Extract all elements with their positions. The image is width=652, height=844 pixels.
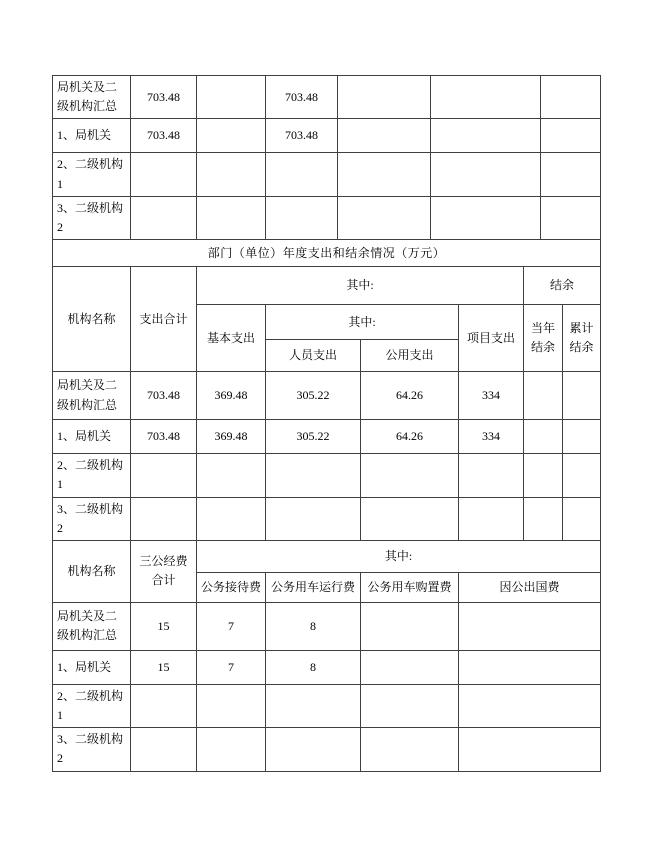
total-cell: 703.48	[131, 420, 197, 454]
basic-cell: 369.48	[197, 420, 266, 454]
project-cell	[459, 497, 524, 540]
value-cell	[197, 76, 266, 119]
total-cell	[131, 728, 197, 771]
section-title-row	[53, 240, 601, 267]
header-three-public-total: 三公经费合计	[131, 540, 197, 602]
header-total-expenditure: 支出合计	[131, 267, 197, 372]
table-row-bureau	[53, 119, 601, 153]
org-name-cell: 2、二级机构1	[53, 153, 131, 196]
basic-cell	[197, 497, 266, 540]
reception-cell: 7	[197, 650, 266, 684]
value-cell	[541, 196, 601, 239]
reception-cell	[197, 728, 266, 771]
vehicle-operation-cell: 8	[266, 650, 361, 684]
header-org-name: 机构名称	[53, 540, 131, 602]
total-cell	[131, 497, 197, 540]
value-cell	[338, 119, 431, 153]
overseas-cell	[459, 602, 601, 650]
value-cell	[197, 119, 266, 153]
value-cell	[131, 196, 197, 239]
value-cell	[197, 196, 266, 239]
org-name-cell: 3、二级机构2	[53, 196, 131, 239]
header-project-expenditure: 项目支出	[459, 305, 524, 372]
total-cell	[131, 454, 197, 497]
value-cell	[431, 76, 541, 119]
header-row-1	[53, 540, 601, 572]
value-cell	[338, 153, 431, 196]
org-name-cell: 1、局机关	[53, 420, 131, 454]
current-balance-cell	[524, 454, 563, 497]
header-cumulative-balance: 累计结余	[563, 305, 601, 372]
personnel-cell: 305.22	[266, 372, 361, 420]
three-public-expenses-table	[52, 540, 601, 772]
header-public-expenditure: 公用支出	[361, 340, 459, 372]
org-name-cell: 3、二级机构2	[53, 497, 131, 540]
header-basic-expenditure: 基本支出	[197, 305, 266, 372]
header-among: 其中:	[197, 540, 601, 572]
vehicle-purchase-cell	[361, 650, 459, 684]
overseas-cell	[459, 684, 601, 727]
org-name-cell: 局机关及二级机构汇总	[53, 76, 131, 119]
value-cell	[266, 196, 338, 239]
header-vehicle-operation-fee: 公务用车运行费	[266, 572, 361, 602]
table-row-sub2	[53, 196, 601, 239]
table-row-sub1	[53, 153, 601, 196]
header-vehicle-purchase-fee: 公务用车购置费	[361, 572, 459, 602]
org-name-cell: 局机关及二级机构汇总	[53, 602, 131, 650]
value-cell: 703.48	[131, 119, 197, 153]
value-cell	[431, 119, 541, 153]
value-cell	[197, 153, 266, 196]
vehicle-purchase-cell	[361, 728, 459, 771]
value-cell	[541, 153, 601, 196]
expenditure-table	[52, 266, 601, 541]
org-name-cell: 1、局机关	[53, 119, 131, 153]
header-among-2: 其中:	[266, 305, 459, 340]
project-cell: 334	[459, 372, 524, 420]
header-org-name: 机构名称	[53, 267, 131, 372]
overseas-cell	[459, 650, 601, 684]
header-overseas-fee: 因公出国费	[459, 572, 601, 602]
basic-cell	[197, 454, 266, 497]
vehicle-operation-cell	[266, 728, 361, 771]
value-cell	[338, 76, 431, 119]
table-row-summary	[53, 372, 601, 420]
vehicle-purchase-cell	[361, 602, 459, 650]
table-row-sub2	[53, 728, 601, 771]
public-cell	[361, 497, 459, 540]
value-cell	[431, 153, 541, 196]
value-cell	[131, 153, 197, 196]
total-cell: 703.48	[131, 372, 197, 420]
value-cell: 703.48	[266, 76, 338, 119]
header-among-1: 其中:	[197, 267, 524, 305]
vehicle-operation-cell	[266, 684, 361, 727]
header-personnel-expenditure: 人员支出	[266, 340, 361, 372]
top-table-continuation	[52, 75, 601, 240]
table-row-sub1	[53, 684, 601, 727]
personnel-cell	[266, 497, 361, 540]
basic-cell: 369.48	[197, 372, 266, 420]
org-name-cell: 局机关及二级机构汇总	[53, 372, 131, 420]
total-cell: 15	[131, 650, 197, 684]
table-row-sub2	[53, 497, 601, 540]
value-cell	[266, 153, 338, 196]
overseas-cell	[459, 728, 601, 771]
table-row-summary	[53, 76, 601, 119]
value-cell	[541, 119, 601, 153]
cumulative-balance-cell	[563, 372, 601, 420]
value-cell	[541, 76, 601, 119]
header-current-balance: 当年结余	[524, 305, 563, 372]
section-title-table	[52, 239, 601, 267]
public-cell: 64.26	[361, 420, 459, 454]
vehicle-operation-cell: 8	[266, 602, 361, 650]
table-row-bureau	[53, 650, 601, 684]
personnel-cell	[266, 454, 361, 497]
value-cell	[431, 196, 541, 239]
current-balance-cell	[524, 372, 563, 420]
cumulative-balance-cell	[563, 454, 601, 497]
cumulative-balance-cell	[563, 420, 601, 454]
table-row-bureau	[53, 420, 601, 454]
table-row-summary	[53, 602, 601, 650]
reception-cell	[197, 684, 266, 727]
section-title: 部门（单位）年度支出和结余情况（万元）	[53, 240, 601, 267]
project-cell	[459, 454, 524, 497]
project-cell: 334	[459, 420, 524, 454]
reception-cell: 7	[197, 602, 266, 650]
header-reception-fee: 公务接待费	[197, 572, 266, 602]
org-name-cell: 2、二级机构1	[53, 454, 131, 497]
org-name-cell: 2、二级机构1	[53, 684, 131, 727]
table-row-sub1	[53, 454, 601, 497]
value-cell: 703.48	[266, 119, 338, 153]
personnel-cell: 305.22	[266, 420, 361, 454]
current-balance-cell	[524, 420, 563, 454]
header-balance: 结余	[524, 267, 601, 305]
vehicle-purchase-cell	[361, 684, 459, 727]
cumulative-balance-cell	[563, 497, 601, 540]
total-cell	[131, 684, 197, 727]
public-cell	[361, 454, 459, 497]
public-cell: 64.26	[361, 372, 459, 420]
total-cell: 15	[131, 602, 197, 650]
org-name-cell: 3、二级机构2	[53, 728, 131, 771]
value-cell: 703.48	[131, 76, 197, 119]
value-cell	[338, 196, 431, 239]
header-row-1	[53, 267, 601, 305]
current-balance-cell	[524, 497, 563, 540]
org-name-cell: 1、局机关	[53, 650, 131, 684]
